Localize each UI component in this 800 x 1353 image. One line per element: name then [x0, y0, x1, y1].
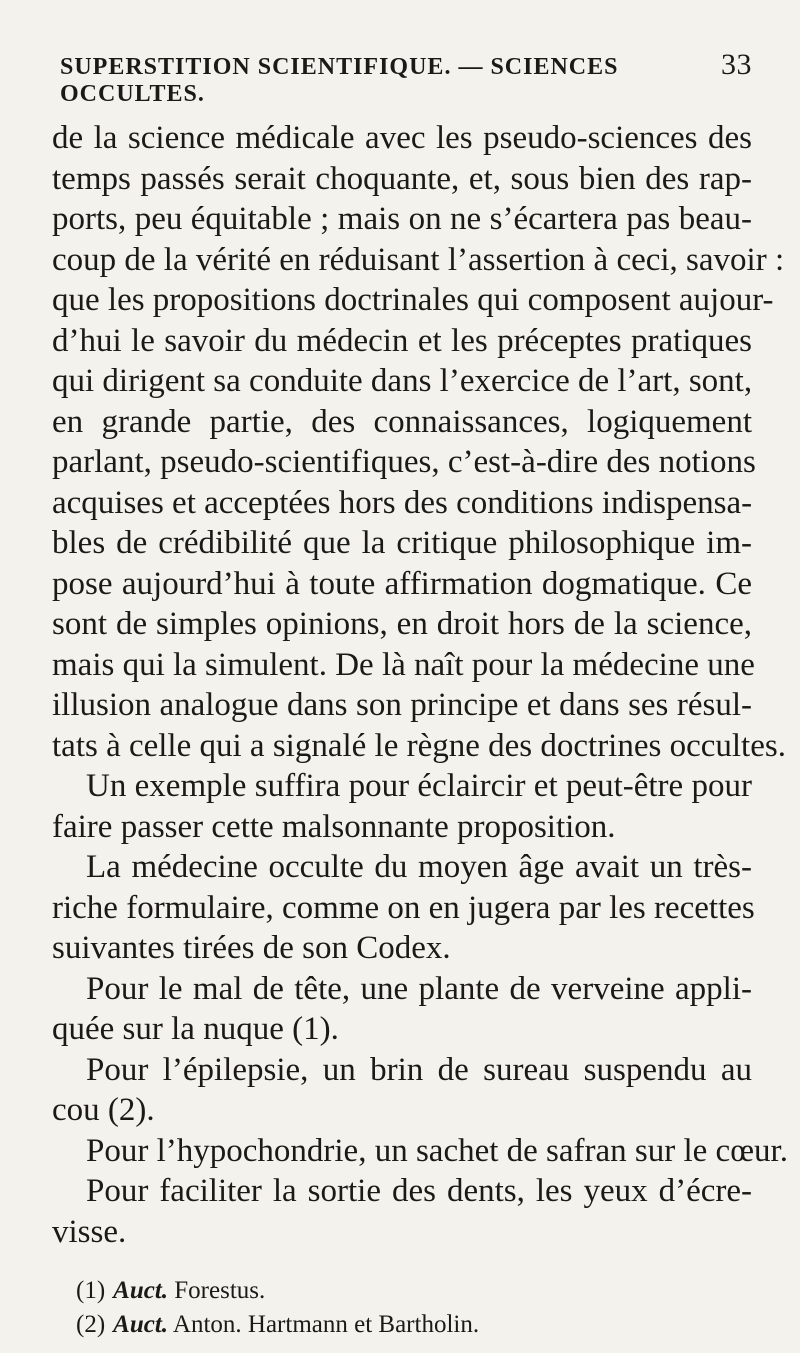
footnote [52, 1274, 752, 1308]
text-line-content: riche formulaire, comme on en jugera par les recettes [52, 889, 755, 926]
text-line [52, 766, 752, 807]
text-line-content: parlant, pseudo-scientifiques, c’est-à-dire des notions [52, 444, 756, 480]
text-line [52, 118, 752, 159]
text-line [52, 969, 752, 1010]
text-line-content: suivantes tirées de son Codex. [52, 930, 451, 966]
text-line-content: Pour l’hypochondrie, un sachet de safran sur le cœur. [86, 1132, 788, 1169]
footnote-abbr: Auct. [113, 1277, 169, 1304]
text-line-content: Pour l’épilepsie, un brin de sureau suspendu au [86, 1051, 752, 1088]
text-line [52, 1171, 752, 1212]
text-line-content: visse. [52, 1213, 127, 1250]
text-line-content: faire passer cette malsonnante proposition. [52, 808, 616, 845]
text-line [52, 199, 752, 240]
text-line-content: pose aujourd’hui à toute affirmation dogmatique. Ce [52, 565, 752, 602]
text-line-content: Pour le mal de tête, une plante de verveine appli- [86, 970, 752, 1007]
text-line-content: de la science médicale avec les pseudo-sciences des [52, 120, 752, 156]
footnote-text: Forestus. [174, 1277, 266, 1304]
text-line-content: La médecine occulte du moyen âge avait un très- [86, 849, 752, 885]
running-title: SUPERSTITION SCIENTIFIQUE. — SCIENCES OCCULTES. [60, 54, 619, 107]
text-line-content: coup de la vérité en réduisant l’assertion à ceci, savoir : [52, 241, 785, 278]
text-line [52, 847, 752, 888]
text-line-content: Pour faciliter la sortie des dents, les yeux d’écre- [86, 1173, 752, 1209]
text-line [52, 807, 752, 848]
text-line-content: Un exemple suffira pour éclaircir et peut-être pour [86, 768, 752, 804]
footnote-abbr: Auct. [113, 1311, 169, 1338]
text-line-content: que les propositions doctrinales qui composent aujour- [52, 282, 774, 318]
text-line-content: en grande partie, des connaissances, logiquement [52, 403, 752, 440]
text-line [52, 483, 752, 524]
text-line [52, 523, 752, 564]
text-line [52, 240, 785, 281]
text-line-content: acquises et acceptées hors des conditions indispensa- [52, 484, 753, 521]
text-line-content: qui dirigent sa conduite dans l’exercice de l’art, sont, [52, 363, 753, 399]
text-line [52, 604, 752, 645]
footnotes [52, 1274, 752, 1342]
body-text [52, 118, 788, 1252]
footnote-text: Anton. Hartmann et Bartholin. [172, 1311, 480, 1338]
text-line [52, 1212, 752, 1253]
text-line [52, 321, 752, 362]
text-line-content: cou (2). [52, 1092, 155, 1128]
text-line [52, 1009, 752, 1050]
text-line-content: tats à celle qui a signalé le règne des doctrines occultes. [52, 727, 786, 764]
text-line [52, 402, 752, 443]
text-line-content: temps passés serait choquante, et, sous bien des rap- [52, 160, 752, 197]
text-line [52, 361, 752, 402]
footnote-number: (2) [76, 1311, 106, 1338]
text-line [52, 888, 755, 929]
text-line [52, 685, 752, 726]
text-line-content: bles de crédibilité que la critique philosophique im- [52, 525, 752, 561]
text-line [52, 726, 786, 767]
text-line-content: illusion analogue dans son principe et dans ses résul- [52, 687, 752, 723]
text-line [52, 564, 752, 605]
text-line [52, 1090, 752, 1131]
footnote [52, 1308, 752, 1342]
text-line [52, 442, 756, 483]
text-line-content: quée sur la nuque (1). [52, 1011, 339, 1047]
text-line [52, 1050, 752, 1091]
text-line-content: sont de simples opinions, en droit hors de la science, [52, 606, 752, 642]
text-line [52, 280, 774, 321]
text-line-content: mais qui la simulent. De là naît pour la médecine une [52, 646, 755, 683]
text-line [52, 928, 752, 969]
page-number: 33 [721, 48, 752, 81]
text-line-content: d’hui le savoir du médecin et les préceptes pratiques [52, 322, 752, 359]
footnote-number: (1) [76, 1277, 106, 1304]
text-line [52, 1131, 788, 1172]
running-header [52, 48, 752, 108]
text-line [52, 159, 752, 200]
text-line [52, 645, 755, 686]
text-line-content: ports, peu équitable ; mais on ne s’écartera pas beau- [52, 201, 752, 237]
